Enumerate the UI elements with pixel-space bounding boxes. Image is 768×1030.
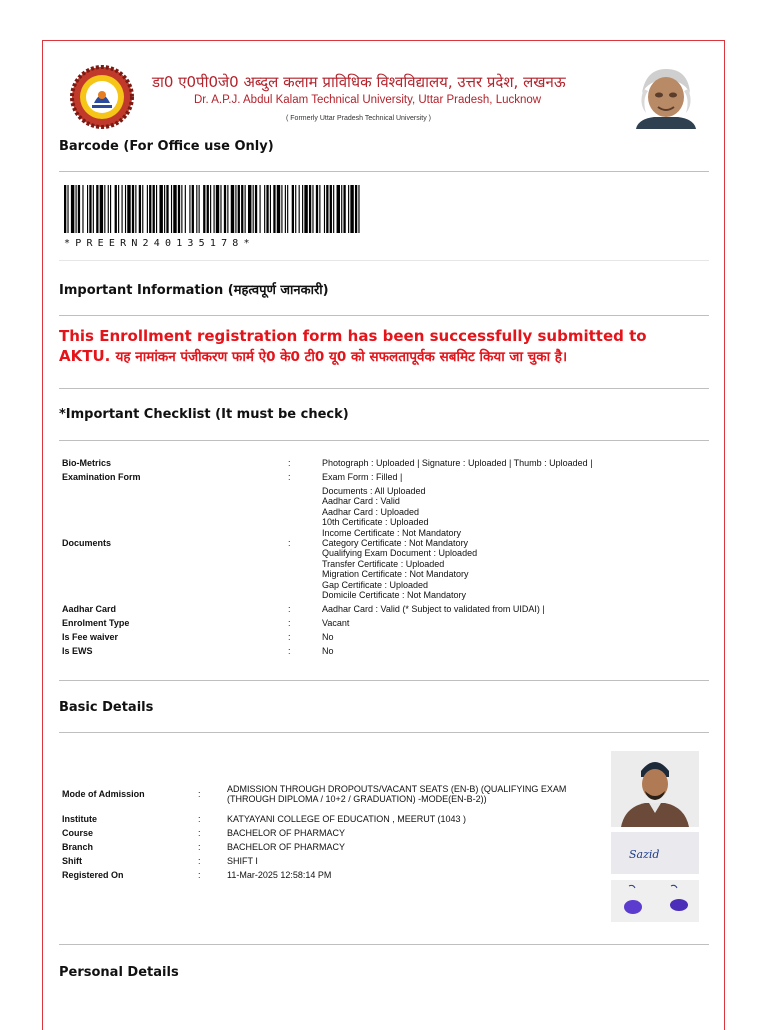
barcode-bar xyxy=(196,185,197,233)
checklist-title: *Important Checklist (It must be check) xyxy=(59,407,349,422)
divider xyxy=(59,440,709,441)
checklist-row xyxy=(62,458,702,468)
checklist-label: Enrolment Type xyxy=(62,618,130,628)
barcode-bar xyxy=(199,185,200,233)
apj-kalam-portrait xyxy=(628,63,700,129)
barcode-bar xyxy=(355,185,357,233)
checklist-value: No xyxy=(322,632,334,642)
checklist-value: Aadhar Card : Valid (* Subject to validated from UIDAI) | xyxy=(322,604,545,614)
barcode-bar xyxy=(302,185,303,233)
barcode-bar xyxy=(132,185,134,233)
university-header xyxy=(68,63,704,133)
formerly-note: ( Formerly Uttar Pradesh Technical University ) xyxy=(286,115,431,122)
checklist-separator: : xyxy=(288,458,291,468)
basic-details-separator: : xyxy=(198,814,201,824)
barcode-bar xyxy=(266,185,268,233)
barcode-bar xyxy=(231,185,234,233)
barcode-bar xyxy=(316,185,318,233)
basic-details-separator: : xyxy=(198,789,201,800)
checklist-separator: : xyxy=(288,618,291,628)
barcode-bar xyxy=(277,185,280,233)
checklist-row xyxy=(62,604,702,614)
university-name-hindi: डा0 ए0पी0जे0 अब्दुल कलाम प्राविधिक विश्वविद्यालय, उत्तर प्रदेश, लखनऊ xyxy=(152,73,566,91)
barcode-bar xyxy=(171,185,172,233)
basic-details-value: 11-Mar-2025 12:58:14 PM xyxy=(227,870,332,880)
barcode-bar xyxy=(285,185,286,233)
checklist-value: Income Certificate : Not Mandatory xyxy=(322,527,462,538)
personal-details-title: Personal Details xyxy=(59,965,179,980)
barcode-bar xyxy=(87,185,88,233)
barcode-bar xyxy=(76,185,77,233)
barcode-bar xyxy=(292,185,294,233)
checklist-value: Gap Certificate : Uploaded xyxy=(322,579,429,590)
barcode-bar xyxy=(178,185,180,233)
basic-details-row xyxy=(62,784,602,805)
university-name-english: Dr. A.P.J. Abdul Kalam Technical University, Uttar Pradesh, Lucknow xyxy=(194,94,542,106)
checklist-value: Domicile Certificate : Not Mandatory xyxy=(322,590,467,600)
barcode-bar xyxy=(210,185,211,233)
checklist-value: Documents : All Uploaded xyxy=(322,486,426,496)
barcode-bar xyxy=(281,185,282,233)
barcode-bar xyxy=(127,185,130,233)
success-message-english: This Enrollment registration form has been successfully submitted to AKTU. xyxy=(59,327,647,365)
barcode-bar xyxy=(245,185,246,233)
barcode-bar xyxy=(166,185,168,233)
checklist-value: Category Certificate : Not Mandatory xyxy=(322,538,469,548)
barcode-bar xyxy=(255,185,257,233)
barcode-bar xyxy=(93,185,94,233)
barcode-bar xyxy=(350,185,353,233)
barcode-bar xyxy=(227,185,228,233)
basic-details-label: Mode of Admission xyxy=(62,789,145,800)
barcode-bar xyxy=(118,185,119,233)
checklist-row xyxy=(62,486,702,600)
barcode-bar xyxy=(287,185,288,233)
barcode-bar xyxy=(220,185,221,233)
barcode-bar xyxy=(173,185,176,233)
barcode-bar xyxy=(108,185,109,233)
basic-details-value: SHIFT I xyxy=(227,856,258,866)
barcode-bar xyxy=(216,185,219,233)
barcode-bar xyxy=(104,185,105,233)
checklist-label: Is EWS xyxy=(62,646,93,656)
barcode-bar xyxy=(270,185,271,233)
barcode-bar xyxy=(96,185,98,233)
barcode-bar xyxy=(241,185,243,233)
checklist-label: Bio-Metrics xyxy=(62,458,112,468)
checklist-value: Transfer Certificate : Uploaded xyxy=(322,558,445,569)
basic-details-separator: : xyxy=(198,856,201,866)
basic-details-label: Institute xyxy=(62,814,97,824)
barcode-bar xyxy=(100,185,103,233)
candidate-photo xyxy=(611,751,699,827)
basic-details-separator: : xyxy=(198,870,201,880)
success-message-hindi: यह नामांकन पंजीकरण फार्म ऐ0 के0 टी0 यू0 को सफलतापूर्वक सबमिट किया जा चुका है। xyxy=(115,349,568,365)
divider xyxy=(59,680,709,681)
divider xyxy=(59,732,709,733)
barcode-bar xyxy=(248,185,251,233)
barcode-bar xyxy=(207,185,209,233)
barcode-bar xyxy=(135,185,136,233)
barcode-bar xyxy=(203,185,205,233)
university-logo xyxy=(70,65,134,129)
barcode-bar xyxy=(181,185,182,233)
basic-details-row xyxy=(62,870,602,880)
checklist-label: Aadhar Card xyxy=(62,604,117,614)
checklist-value: 10th Certificate : Uploaded xyxy=(322,517,429,528)
barcode-bar xyxy=(142,185,143,233)
checklist-value: Migration Certificate : Not Mandatory xyxy=(322,569,469,580)
checklist-value: Exam Form : Filled | xyxy=(322,472,403,482)
checklist-label: Examination Form xyxy=(62,472,141,482)
checklist-separator: : xyxy=(288,538,291,548)
basic-details-row xyxy=(62,842,602,852)
success-message xyxy=(59,326,699,367)
barcode-bar xyxy=(67,185,68,233)
barcode-bar xyxy=(330,185,332,233)
basic-details-title: Basic Details xyxy=(59,700,154,715)
barcode-bar xyxy=(235,185,236,233)
barcode-bar xyxy=(341,185,342,233)
barcode-bar xyxy=(125,185,126,233)
basic-details-value: BACHELOR OF PHARMACY xyxy=(227,828,346,838)
barcode-bar xyxy=(324,185,325,233)
barcode-bar xyxy=(164,185,165,233)
barcode-bar xyxy=(149,185,151,233)
checklist-separator: : xyxy=(288,472,291,482)
divider xyxy=(59,171,709,172)
checklist-separator: : xyxy=(288,604,291,614)
barcode-bar xyxy=(312,185,313,233)
barcode-bar xyxy=(139,185,141,233)
checklist-value: Aadhar Card : Uploaded xyxy=(322,506,420,517)
basic-details-label: Shift xyxy=(62,856,82,866)
barcode-bar xyxy=(159,185,162,233)
divider xyxy=(59,944,709,945)
barcode-bar xyxy=(78,185,80,233)
barcode-bar xyxy=(122,185,123,233)
barcode-bar xyxy=(115,185,117,233)
barcode-bar xyxy=(273,185,275,233)
checklist-row xyxy=(62,632,702,642)
basic-details-row xyxy=(62,814,602,824)
barcode-bar xyxy=(253,185,254,233)
divider xyxy=(59,388,709,389)
checklist-value: Photograph : Uploaded | Signature : Uploaded | Thumb : Uploaded | xyxy=(322,458,593,468)
checklist-separator: : xyxy=(288,632,291,642)
barcode-bar xyxy=(153,185,155,233)
checklist-separator: : xyxy=(288,646,291,656)
candidate-signature xyxy=(611,832,699,874)
barcode-section-title: Barcode (For Office use Only) xyxy=(59,139,274,154)
barcode-bar xyxy=(260,185,261,233)
barcode-bar xyxy=(264,185,265,233)
barcode-bar xyxy=(309,185,311,233)
barcode-text: *PREERN240135178* xyxy=(64,238,255,249)
basic-details-label: Registered On xyxy=(62,870,124,880)
barcode-image xyxy=(64,185,360,233)
barcode-bar xyxy=(343,185,345,233)
checklist-value: Qualifying Exam Document : Uploaded xyxy=(322,548,478,559)
divider xyxy=(59,260,709,261)
barcode-bar xyxy=(192,185,194,233)
barcode-bar xyxy=(337,185,340,233)
checklist-value: Vacant xyxy=(322,618,350,628)
barcode-bar xyxy=(224,185,226,233)
barcode-bar xyxy=(214,185,215,233)
checklist-row xyxy=(62,472,702,482)
barcode-bar xyxy=(238,185,240,233)
barcode-bar xyxy=(110,185,111,233)
barcode-bar xyxy=(147,185,148,233)
checklist-row xyxy=(62,646,702,656)
divider xyxy=(59,315,709,316)
barcode-bar xyxy=(82,185,83,233)
barcode-bar xyxy=(64,185,66,233)
basic-details-separator: : xyxy=(198,842,201,852)
checklist-value: Aadhar Card : Valid xyxy=(322,496,400,507)
basic-details-label: Branch xyxy=(62,842,94,852)
barcode-bar xyxy=(304,185,307,233)
barcode-bar xyxy=(348,185,349,233)
checklist-value: No xyxy=(322,646,334,656)
barcode-bar xyxy=(89,185,91,233)
basic-details-value: BACHELOR OF PHARMACY xyxy=(227,842,346,852)
barcode-bar xyxy=(185,185,186,233)
basic-details-row xyxy=(62,856,602,866)
barcode-bar xyxy=(295,185,296,233)
candidate-thumb-impression xyxy=(611,880,699,922)
basic-details-value: (THROUGH DIPLOMA / 10+2 / GRADUATION) -MODE(EN-B-2)) xyxy=(227,794,487,805)
basic-details-row xyxy=(62,828,602,838)
basic-details-value: ADMISSION THROUGH DROPOUTS/VACANT SEATS (EN-B) (QUALIFYING EXAM xyxy=(227,784,567,794)
barcode-bar xyxy=(358,185,359,233)
barcode-bar xyxy=(333,185,334,233)
barcode-bar xyxy=(71,185,74,233)
basic-details-table xyxy=(62,784,602,890)
checklist-label: Documents xyxy=(62,538,112,548)
barcode-bar xyxy=(319,185,320,233)
barcode-bar xyxy=(299,185,300,233)
barcode-bar xyxy=(156,185,157,233)
barcode-bar xyxy=(326,185,328,233)
basic-details-label: Course xyxy=(62,828,94,838)
checklist-label: Is Fee waiver xyxy=(62,632,119,642)
barcode-bar xyxy=(189,185,190,233)
signature-text: Sazid xyxy=(629,848,660,861)
important-info-title: Important Information (महत्वपूर्ण जानकारी) xyxy=(59,283,329,298)
checklist-table xyxy=(62,458,702,658)
checklist-row xyxy=(62,618,702,628)
basic-details-value: KATYAYANI COLLEGE OF EDUCATION , MEERUT (1043 ) xyxy=(227,814,467,824)
basic-details-separator: : xyxy=(198,828,201,838)
